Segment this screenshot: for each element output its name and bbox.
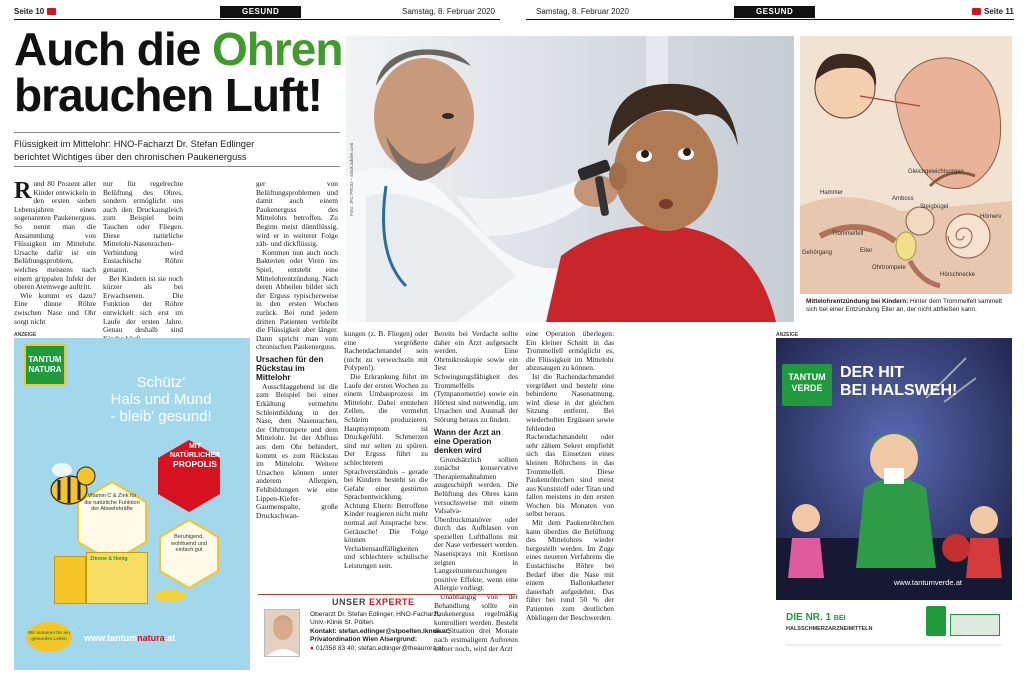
- subhead: Flüssigkeit im Mittelohr: HNO-Facharzt Dr. Stefan Edlinger berichtet Wichtiges über den chronischen Paukenerguss: [14, 139, 255, 162]
- label-gehoergang: Gehörgang: [802, 250, 833, 256]
- ad-claim: DER HIT BEI HALSWEH!: [840, 364, 958, 399]
- article-column-6: eine Operation überlegen: Ein kleiner Schnitt in das Trommelfell ermöglicht es, die Flüssigkeit im Mittelohr abzusaugen zu können. Ist die Rachendachmandel vergrößert und besteht eine behinderte Nasenatmung, wird diese in der gleichen Sitzung entfernt. Bei wiederholten Ergüssen sowie fehlenden Rachendachmandeln oder sehr zähem Sekret empfiehlt sich das Einsetzen eines kleinen Röhrchens in das Trommelfell. Diese Paukenröhrchen sind meist aus Kunststoff oder Titan und fallen meistens in den ersten Wochen bis Monaten von selbst heraus. Mit dem Paukenröhrchen kann überdies die Belüftung des Mittelohres wieder hergestellt werden. Im Zuge eines neueren Verfahrens die Eustachische Röhre bei Bedarf über die Nase mit einem Ballonkatheter dauerhaft aufgedehnt. Das führt bei rund 50 % der Patienten zum deutlichen Abklingen der Beschwerden.: [526, 329, 614, 622]
- exclamation-icon: !: [952, 382, 958, 399]
- label-gleichgewichtsorgan: Gleichgewichtsorgan: [908, 169, 964, 175]
- label-steigbuegel: Steigbügel: [920, 204, 949, 210]
- footer-divider: [786, 644, 1002, 646]
- article-column-1: Rund 80 Prozent aller Kinder entwickeln in den ersten sieben Lebensjahren einen sogenannten Paukenerguss. So nennt man die Ansammlung von Flüssigkeit im Mittelohr. Ursache dafür ist ein Belüftungsproblem, welches meistens nach einem grippalen Infekt der oberen Atemwege auftritt. Wie kommt es dazu? Eine dünne Röhre zwischen Nase und Ohr sorgt nicht: [14, 178, 96, 326]
- article-column-4: kungen (z. B. Fliegen) oder eine vergrößerte Rachendachmandel sein (nicht zu verwechseln mit Polypen!). Die Erkrankung führt im Laufe der ersten Wochen zu einem Umbauprozess im Mittelohr. Dabei entstehen Zellen, die vermehrt Schleim produzieren. Hauptsymptom ist Druckgefühl. Schmerzen sind nur selten zu spüren. Der Erguss führt zu schlechterem Sprachverständnis – gerade bei Kindern besteht so die Gefahr einer gestörten Sprachentwicklung. Achtung Eltern: Betroffene Kinder reagieren nicht mehr normal auf Ansprache bzw. Geräusche! Die Folge können Verhaltensauffälligkeiten und schlechtere schulische Leistungen sein.: [344, 329, 428, 571]
- label-hammer: Hammer: [820, 190, 844, 196]
- date-right: Samstag, 8. Februar 2020: [536, 7, 629, 16]
- nr1-subclaim: HALSSCHMERZARZNEIMITTELN: [786, 626, 873, 632]
- headline: Auch die Ohren brauchen Luft!: [14, 23, 343, 121]
- ad-url-left[interactable]: www.tantumnatura.at: [84, 633, 176, 643]
- product-pack-icon: [950, 614, 1000, 636]
- label-amboss: Amboss: [892, 196, 914, 202]
- ad-label-right: ANZEIGE: [776, 332, 799, 338]
- illustration-caption: Mittelohrentzündung bei Kindern: Hinter dem Trommelfell sammelt sich bei einer Entzündung Eiter an, der nicht abfließen kann.: [806, 298, 1002, 314]
- label-hoerschnecke: Hörschnecke: [940, 272, 976, 278]
- portrait-icon: [265, 610, 300, 657]
- label-eiter: Eiter: [860, 248, 873, 254]
- expert-box: [258, 594, 516, 668]
- header-rule-left: [14, 19, 500, 20]
- article-column-2: nur für regelrechte Belüftung des Ohres, sondern ermöglicht uns auch den Druckausgleich zum Beispiel beim Tauchen oder Fliegen. Diese natürliche Mittelohr-Nasenrachen-Verbindung wird Eustachische Röhre genannt. Bei Kindern ist sie noch kürzer als bei Erwachsenen. Die Funktion der Röhre entwickelt sich erst im Laufe der ersten Jahre. Genau deshalb sind: [103, 179, 183, 335]
- hexagon-beruhigend: Beruhigend, wohltuend und einfach gut: [171, 534, 207, 554]
- product-bottle-icon: [926, 606, 946, 636]
- tantum-verde-logo: TANTUM VERDE: [782, 364, 832, 406]
- propolis-badge: MIT NATÜRLICHER PROPOLIS: [169, 443, 221, 469]
- bee-stamp: Wir summen für ein gesundes Leben: [26, 622, 72, 652]
- product-box-2: Zitrone & Honig: [86, 552, 148, 604]
- subhead-rule: [14, 132, 340, 133]
- product-box-1: [54, 556, 86, 604]
- expert-title: UNSER EXPERTE: [332, 597, 415, 607]
- ad-footer: [776, 600, 1012, 670]
- article-column-3: ger von Belüftungsproblemen und damit auch einem Paukenerguss des Mittelohrs betroffen. Zu Beginn meist dünnflüssig, wird er in weiterer Folge zäh- und dickflüssig. Kommen nun auch noch Bakterien oder Viren ins Spiel, entsteht eine Mittelohrentzündung. Nach deren Abheilen bildet sich der Erguss typischerweise in den ersten Wochen zurück. Bei rund jedem dritten Patienten verbleibt die Flüssigkeit aber länger. Dann spricht man vom chronischen Paukenerguss. Ursachen für den Rückstau im Mittelohr Ausschlaggebend ist die zum Beispiel bei einer Erkältung vermehrte Schleimbildung in der Nase, dem Nasenrachen, der Ohrtrompete und dem Mittelohr. Ist der Abfluss aus dem Ohr behindert, kommt es zum Rückstau im Mittelohr. Weitere Ursachen können unter anderem Allergien, Fehlbildungen wie eine Lippen-Kiefer-Gaumenspalte, große Druckschwan-: [256, 179, 338, 520]
- ad-tantum-natura[interactable]: [14, 338, 250, 670]
- header-rule-right: [526, 19, 1014, 20]
- section-label-right: GESUND: [734, 6, 815, 18]
- expert-portrait: [264, 609, 300, 657]
- page-number-left: Seite 10: [14, 6, 56, 18]
- doctor-examining-child-photo: [346, 36, 794, 322]
- lozenge-icon: [154, 590, 186, 602]
- photo-credit: Foto: JPC PROD – stock.adobe.com: [349, 142, 354, 216]
- hexagon-vitamin: Vitamin C & Zink für die natürliche Funktion der Abwehrkräfte: [84, 493, 140, 513]
- subheading-ursachen: Ursachen für den Rückstau im Mittelohr: [256, 354, 324, 382]
- label-ohrtrompete: Ohrtrompete: [872, 265, 906, 271]
- subheading-operation: Wann der Arzt an eine Operation denken wird: [434, 427, 501, 455]
- ad-slogan: Schütz' Hals und Mund - bleib' gesund!: [110, 374, 212, 425]
- ear-anatomy-illustration: [800, 36, 1012, 294]
- krone-logo-icon: [47, 8, 56, 15]
- tantum-natura-logo: TANTUM NATURA: [24, 344, 66, 386]
- label-hoernerv: Hörnerv: [980, 214, 1002, 220]
- expert-details: Oberarzt Dr. Stefan Edlinger, HNO-Facharzt, Univ.-Klinik St. Pölten. Kontakt: stefan.edlinger@stpoelten.lknoe.at; Privatordination Wien Alsergrund: ● 01/358 83 40; stefan.edlinger@theaurora.at: [310, 611, 451, 652]
- drop-cap: R: [14, 178, 32, 204]
- ad-url-right[interactable]: www.tantumverde.at: [894, 578, 962, 587]
- nr1-claim: DIE NR. 1 BEI: [786, 612, 846, 623]
- main-photo: [346, 36, 794, 322]
- label-trommelfell: Trommelfell: [832, 231, 864, 237]
- phone-icon: ●: [310, 644, 314, 652]
- ad-label-left: ANZEIGE: [14, 332, 37, 338]
- section-label-left: GESUND: [220, 6, 301, 18]
- date-left: Samstag, 8. Februar 2020: [402, 7, 495, 16]
- ad-tantum-verde[interactable]: [776, 338, 1012, 670]
- krone-logo-icon: [972, 8, 981, 15]
- subhead-rule-bottom: [14, 166, 340, 167]
- article-column-5: Bereits bei Verdacht sollte daher ein Arzt aufgesucht werden. Eine Ohrmikroskopie sowie ein Test der Schwingungsfähigkeit des Trommelfells (Tympanometrie) sowie ein Hörtest sind notwendig, um Ursachen und Ausmaß der Störung heraus zu finden. Wann der Arzt an eine Operation denken wird Grundsätzlich sollten zunächst konservative Therapiemaßnahmen ausgeschöpft werden. Die Belüftung des Ohres kann versuchsweise mit einem Valsalva-Überdruckmanöver oder durch das Aufblasen von speziellen Luftballons mit der Nase verbessert werden. Nasensprays mit Kortison zeigten in Langzeituntersuchungen positive Effekte, wenn eine Allergie vorliegt. Unabhängig von der Behandlung sollte ein Paukenerguss regelmäßig kontrolliert werden. Besteht die Situation drei Monate nach erstmaligem Auftreten immer noch, wird der Arzt: [434, 329, 518, 653]
- page-number-right: Seite 11: [972, 6, 1014, 18]
